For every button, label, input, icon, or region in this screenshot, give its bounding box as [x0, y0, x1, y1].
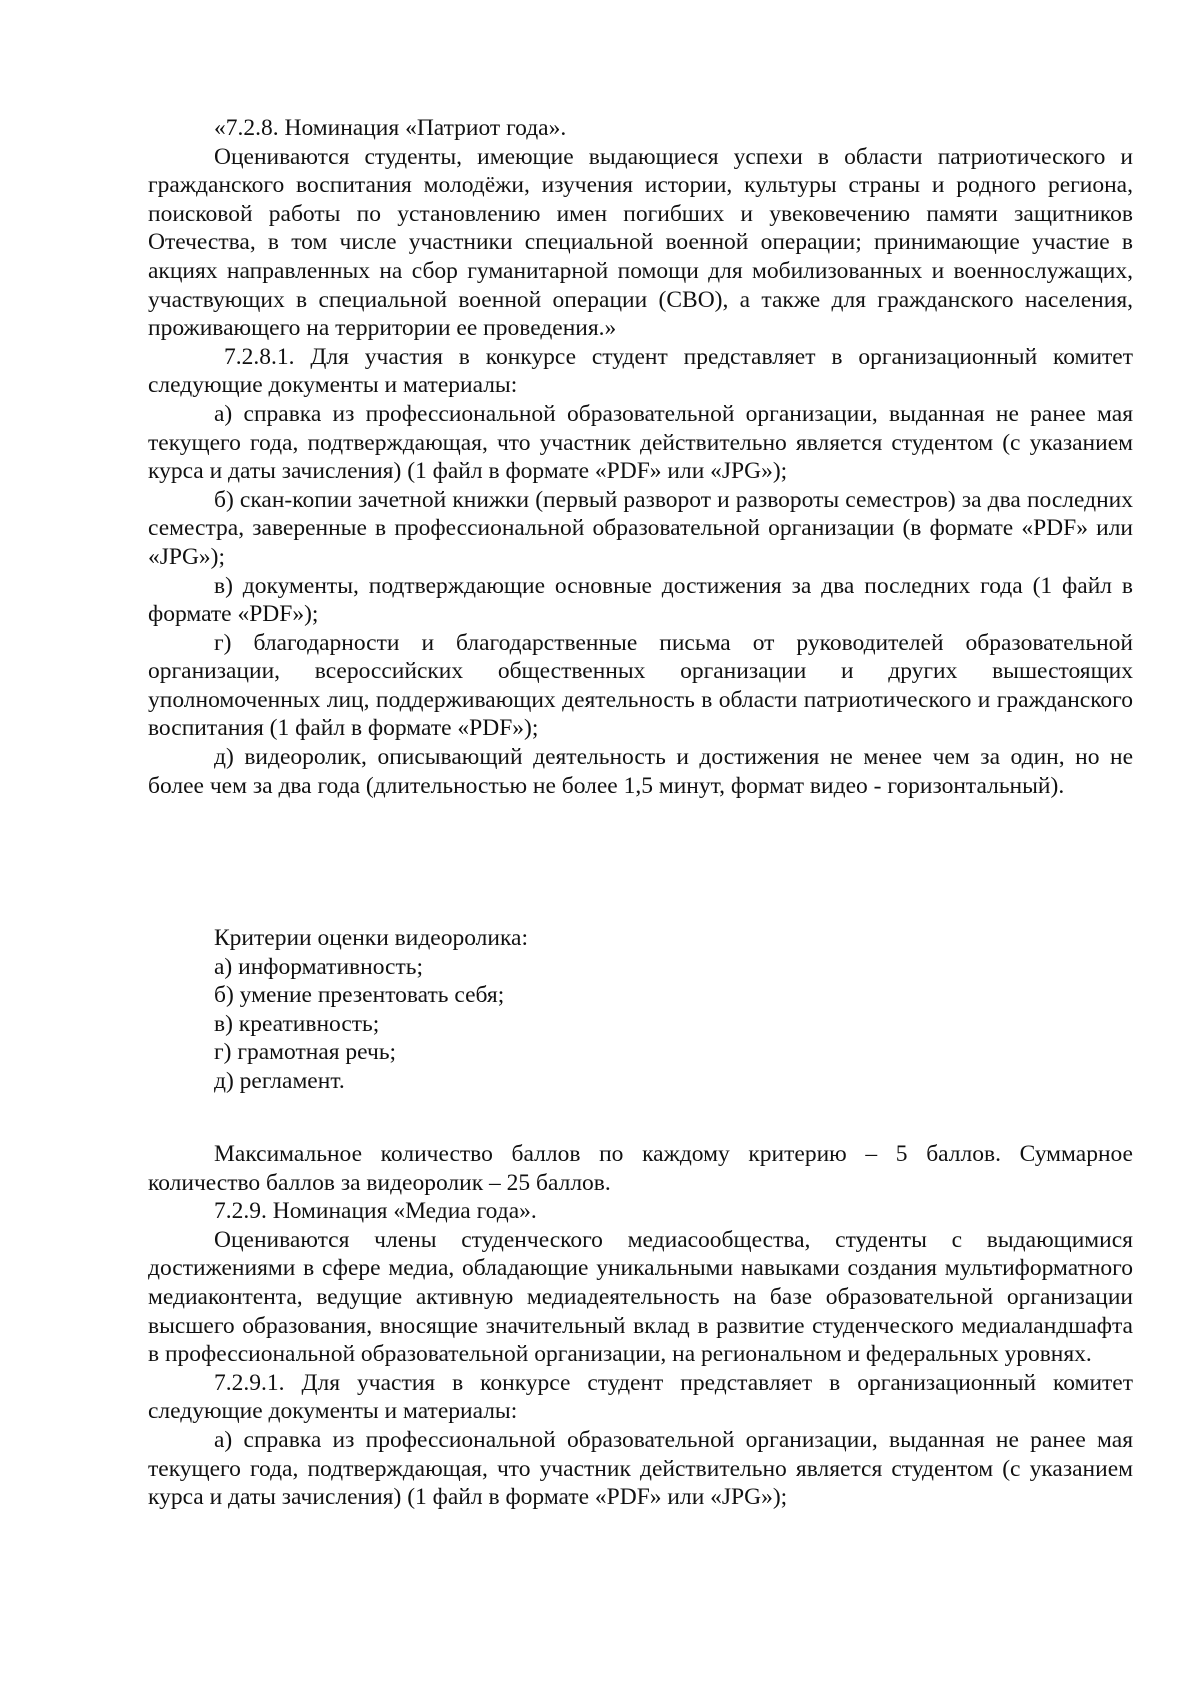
criteria-item: г) грамотная речь;	[214, 1039, 397, 1066]
criteria-item: д) регламент.	[214, 1067, 345, 1094]
paragraph-7-2-9-1: 7.2.9.1. Для участия в конкурсе студент представляет в организационный комитет следующие документы и материалы:	[148, 1369, 1133, 1425]
list-item-d: д) видеоролик, описывающий деятельность и достижения не менее чем за один, но не более чем за два года (длительностью не более 1,5 минут, формат видео - горизонтальный).	[148, 744, 1133, 799]
criteria-item: в) креативность;	[214, 1010, 380, 1037]
criteria-item: б) умение презентовать себя;	[214, 982, 505, 1009]
list-item-v: в) документы, подтверждающие основные достижения за два последних года (1 файл в формате «PDF»);	[148, 572, 1133, 628]
video-criteria-section	[148, 924, 1133, 1096]
list-item-g: г) благодарности и благодарственные письма от руководителей образовательной организации, всероссийских общественных организации и других вышестоящих уполномоченных лиц, поддерживающих деятельность в области патриотического и гражданского воспитания (1 файл в формате «PDF»);	[148, 629, 1133, 742]
nomination-media-section	[148, 1140, 1133, 1512]
nomination-patriot-section	[148, 114, 1133, 800]
heading-7-2-9: 7.2.9. Номинация «Медиа года».	[214, 1198, 537, 1225]
criteria-title: Критерии оценки видеоролика:	[214, 925, 529, 951]
criteria-item: а) информативность;	[214, 953, 423, 980]
list-item-a: а) справка из профессиональной образовательной организации, выданная не ранее мая текущего года, подтверждающая, что участник действительно является студентом (с указанием курса и даты зачисления) (1 файл в формате «PDF» или «JPG»);	[148, 1426, 1133, 1511]
paragraph-7-2-8-body: Оцениваются студенты, имеющие выдающиеся успехи в области патриотического и гражданского воспитания молодёжи, изучения истории, культуры страны и родного региона, поисковой работы по установлению имен погибших и увековечению памяти защитников Отечества, в том числе участники специальной военной операции; принимающие участие в акциях направленных на сбор гуманитарной помощи для мобилизованных и военнослужащих, участвующих в специальной военной операции (СВО), а также для гражданского населения, проживающего на территории ее проведения.»	[148, 143, 1133, 342]
paragraph-7-2-8-1: 7.2.8.1. Для участия в конкурсе студент представляет в организационный комитет следующие документы и материалы:	[148, 343, 1133, 399]
max-score-paragraph: Максимальное количество баллов по каждому критерию – 5 баллов. Суммарное количество баллов за видеоролик – 25 баллов.	[148, 1141, 1133, 1196]
heading-7-2-8: «7.2.8. Номинация «Патриот года».	[214, 115, 567, 141]
paragraph-7-2-9-body: Оцениваются члены студенческого медиасообщества, студенты с выдающимися достижениями в сфере медиа, обладающие уникальными навыками создания мультиформатного медиаконтента, ведущие активную медиадеятельность на базе образовательной организации высшего образования, вносящие значительный вклад в развитие студенческого медиаландшафта в профессиональной образовательной организации, на региональном и федеральных уровнях.	[148, 1226, 1133, 1368]
list-item-a: а) справка из профессиональной образовательной организации, выданная не ранее мая текущего года, подтверждающая, что участник действительно является студентом (с указанием курса и даты зачисления) (1 файл в формате «PDF» или «JPG»);	[148, 400, 1133, 485]
list-item-b: б) скан-копии зачетной книжки (первый разворот и развороты семестров) за два последних семестра, заверенные в профессиональной образовательной организации (в формате «PDF» или «JPG»);	[148, 486, 1133, 570]
